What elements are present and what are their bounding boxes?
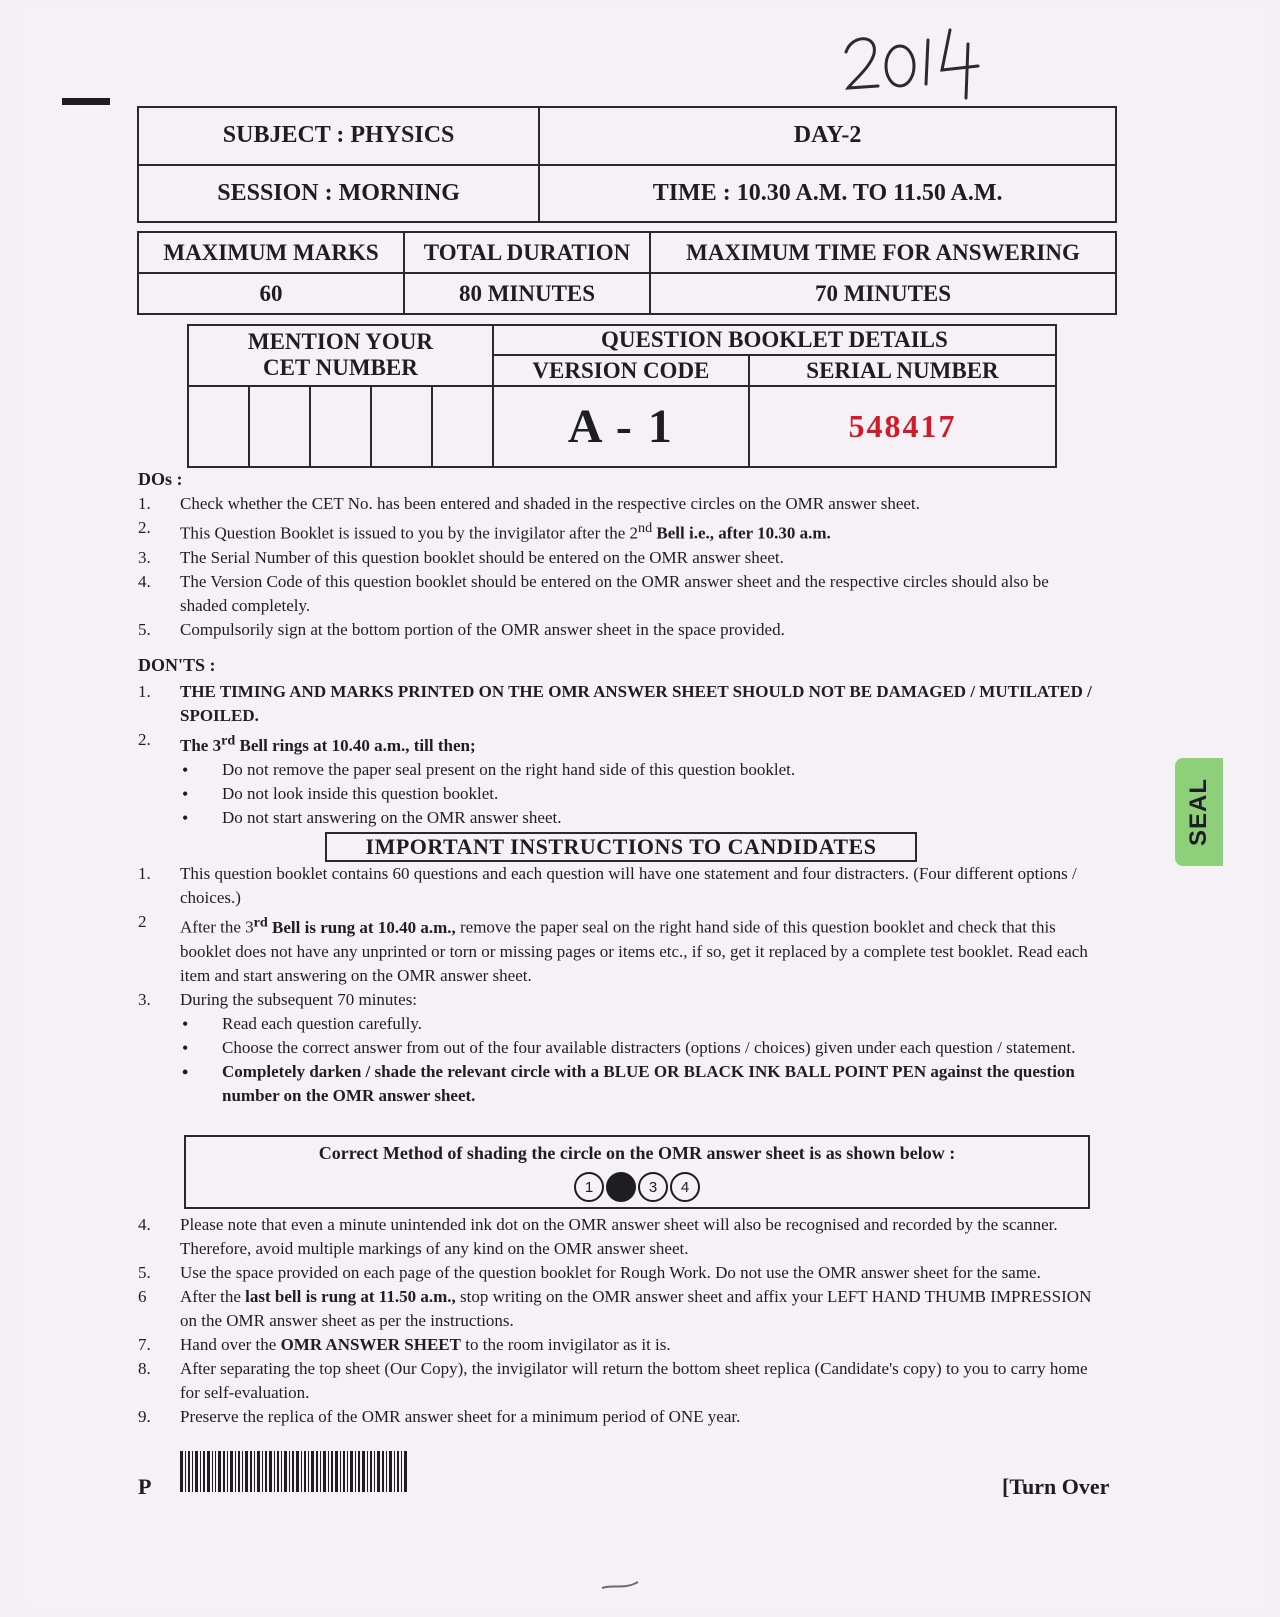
item-sup: rd xyxy=(253,914,268,930)
item-text: During the subsequent 70 minutes: xyxy=(180,989,418,1009)
cet-label-line2: CET NUMBER xyxy=(262,355,418,381)
bullet-item: • Read each question carefully. xyxy=(180,1012,1106,1036)
list-item xyxy=(138,546,1088,570)
paper-seal[interactable] xyxy=(1175,758,1223,866)
item-text: stop writing on the OMR answer sheet and affix your LEFT HAND THUMB IMPRESSION on the OMR answer sheet as per the instructions. xyxy=(180,1287,1092,1330)
item-bold: Bell i.e., after 10.30 a.m. xyxy=(652,523,831,543)
list-item xyxy=(138,516,1088,546)
item-number: 5. xyxy=(138,619,151,639)
handwritten-year xyxy=(838,22,988,102)
item-text: After separating the top sheet (Our Copy), the invigilator will return the bottom sheet replica (Candidate's copy) to you to carry home for self-evaluation. xyxy=(180,1359,1088,1402)
item-number: 2. xyxy=(138,730,151,749)
omr-circle-option: 1 xyxy=(574,1172,604,1202)
bullet-item: • Do not start answering on the OMR answer sheet. xyxy=(180,806,1106,830)
item-sup: rd xyxy=(221,732,236,748)
item-sup: nd xyxy=(638,520,653,536)
max-marks-value: 60 xyxy=(138,273,404,314)
max-marks-header: MAXIMUM MARKS xyxy=(138,232,404,273)
total-duration-value: 80 MINUTES xyxy=(404,273,650,314)
list-item xyxy=(138,1213,1106,1261)
item-text: After the xyxy=(180,1287,246,1306)
omr-circle-option: 4 xyxy=(670,1172,700,1202)
item-number: 3. xyxy=(138,989,151,1009)
cet-digit-box[interactable] xyxy=(432,386,493,467)
item-number: 2 xyxy=(138,912,147,931)
bullet-item: • Do not remove the paper seal present on the right hand side of this question booklet. xyxy=(180,758,1106,782)
seal-label: SEAL xyxy=(1185,777,1213,847)
item-number: 6 xyxy=(138,1287,147,1306)
omr-circles xyxy=(186,1172,1088,1202)
instructions-list-bottom xyxy=(138,1213,1106,1429)
serial-number-value: 548417 xyxy=(749,386,1056,467)
turn-over-label: [Turn Over xyxy=(1002,1474,1110,1499)
list-item xyxy=(138,910,1106,988)
item-text: THE TIMING AND MARKS PRINTED ON THE OMR ANSWER SHEET SHOULD NOT BE DAMAGED / MUTILATED / SPOILED. xyxy=(180,682,1092,725)
bullet-item: • Choose the correct answer from out of the four available distracters (options / choices) given under each question / statement. xyxy=(180,1036,1106,1060)
list-item xyxy=(138,862,1106,910)
cet-label-line1: MENTION YOUR xyxy=(247,329,433,355)
item-number: 1. xyxy=(138,864,151,883)
total-duration-header: TOTAL DURATION xyxy=(404,232,650,273)
item-text: The Serial Number of this question booklet should be entered on the OMR answer sheet. xyxy=(180,547,784,567)
item-text: Compulsorily sign at the bottom portion of the OMR answer sheet in the space provided. xyxy=(180,619,785,639)
list-item xyxy=(138,618,1088,642)
list-item xyxy=(138,1285,1106,1333)
omr-circle-option: 3 xyxy=(638,1172,668,1202)
corner-mark xyxy=(62,98,110,105)
item-text: This Question Booklet is issued to you by the invigilator after the 2 xyxy=(180,523,638,543)
donts-bullets xyxy=(138,758,1106,830)
cet-digit-box[interactable] xyxy=(249,386,310,467)
footer-code: P xyxy=(138,1474,152,1499)
session-cell: SESSION : MORNING xyxy=(138,165,539,223)
item-text: to the room invigilator as it is. xyxy=(461,1335,671,1354)
booklet-details-table xyxy=(187,324,1057,468)
item-number: 7. xyxy=(138,1335,151,1354)
item-number: 5. xyxy=(138,1263,151,1282)
item-text: After the 3 xyxy=(180,917,254,937)
cet-digit-box[interactable] xyxy=(188,386,249,467)
omr-shading-example xyxy=(184,1135,1090,1209)
item-bold: Bell is rung at 10.40 a.m., xyxy=(267,917,456,937)
item-number: 8. xyxy=(138,1359,151,1378)
list-item xyxy=(138,728,1106,758)
item-text: Bell rings at 10.40 a.m., till then; xyxy=(235,735,476,755)
item-number: 2. xyxy=(138,518,151,537)
list-item xyxy=(138,1405,1106,1429)
item-number: 1. xyxy=(138,682,151,701)
donts-list xyxy=(138,680,1106,830)
ink-smudge xyxy=(600,1578,640,1592)
instructions-list-top xyxy=(138,862,1106,1108)
cet-digit-box[interactable] xyxy=(310,386,371,467)
item-bold: last bell is rung at 11.50 a.m., xyxy=(245,1287,456,1306)
cet-number-label xyxy=(188,325,493,386)
instructions-bullets xyxy=(138,1012,1106,1108)
list-item xyxy=(138,1261,1106,1285)
dos-list xyxy=(138,492,1088,642)
max-time-value: 70 MINUTES xyxy=(650,273,1116,314)
item-text: Check whether the CET No. has been entered and shaded in the respective circles on the OMR answer sheet. xyxy=(180,494,920,513)
omr-caption: Correct Method of shading the circle on the OMR answer sheet is as shown below : xyxy=(318,1143,956,1163)
subject-table xyxy=(137,106,1117,223)
time-cell: TIME : 10.30 A.M. TO 11.50 A.M. xyxy=(539,165,1116,223)
day-cell: DAY-2 xyxy=(539,107,1116,165)
bullet-item: • Do not look inside this question booklet. xyxy=(180,782,1106,806)
list-item xyxy=(138,1333,1106,1357)
list-item xyxy=(138,570,1088,618)
booklet-details-label: QUESTION BOOKLET DETAILS xyxy=(493,325,1056,355)
item-number: 4. xyxy=(138,571,151,591)
cet-digit-box[interactable] xyxy=(371,386,432,467)
omr-circle-filled: 2 xyxy=(606,1172,636,1202)
item-number: 3. xyxy=(138,547,151,567)
item-bold: OMR ANSWER SHEET xyxy=(280,1335,461,1354)
item-number: 4. xyxy=(138,1215,151,1234)
item-text: Use the space provided on each page of the question booklet for Rough Work. Do not use the OMR answer sheet for the same. xyxy=(180,1263,1041,1282)
item-text: This question booklet contains 60 questions and each question will have one statement and four distracters. (Four different options / choices.) xyxy=(180,864,1077,907)
bullet-item: • Completely darken / shade the relevant circle with a BLUE OR BLACK INK BALL POINT PEN against the question number on the OMR answer sheet. xyxy=(180,1060,1106,1108)
list-item xyxy=(138,988,1106,1012)
list-item xyxy=(138,1357,1106,1405)
item-text: remove the paper seal on the right hand side of this question booklet and check that this booklet does not have any unprinted or torn or missing pages or items etc., if so, get it replaced by a complete test booklet. Read each item and start answering on the OMR answer sheet. xyxy=(180,917,1088,985)
item-text: The 3 xyxy=(180,735,222,755)
item-text: Please note that even a minute unintended ink dot on the OMR answer sheet will also be recognised and recorded by the scanner. Therefore, avoid multiple markings of any kind on the OMR answer sheet. xyxy=(180,1215,1058,1258)
item-number: 1. xyxy=(138,494,151,513)
item-text: The Version Code of this question booklet should be entered on the OMR answer sheet and the respective circles should also be shaded completely. xyxy=(180,571,1049,615)
donts-title: DON'TS : xyxy=(138,655,216,675)
item-text: Hand over the xyxy=(180,1335,281,1354)
item-text: Preserve the replica of the OMR answer sheet for a minimum period of ONE year. xyxy=(180,1407,741,1426)
marks-table xyxy=(137,231,1117,315)
dos-title: DOs : xyxy=(138,469,183,489)
version-code-label: VERSION CODE xyxy=(493,355,749,385)
max-time-header: MAXIMUM TIME FOR ANSWERING xyxy=(650,232,1116,273)
list-item xyxy=(138,492,1088,516)
version-code-value: A - 1 xyxy=(493,386,749,467)
serial-number-label: SERIAL NUMBER xyxy=(749,355,1056,385)
barcode-icon xyxy=(180,1451,408,1492)
item-number: 9. xyxy=(138,1407,151,1426)
list-item xyxy=(138,680,1106,728)
important-instructions-title: IMPORTANT INSTRUCTIONS TO CANDIDATES xyxy=(325,832,917,862)
subject-cell: SUBJECT : PHYSICS xyxy=(138,107,539,165)
